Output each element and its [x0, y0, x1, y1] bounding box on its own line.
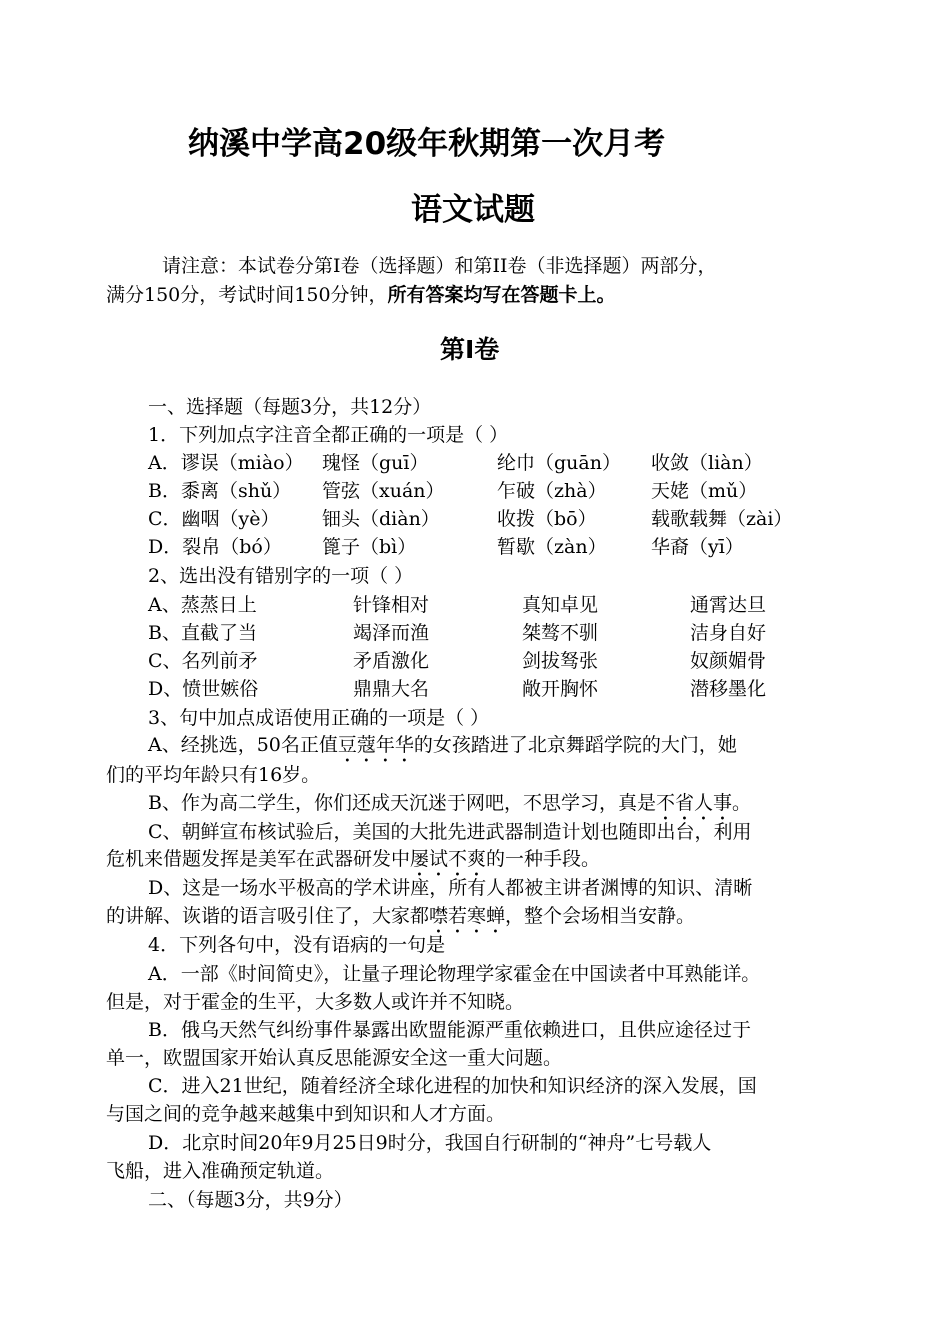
exam-title: 纳溪中学高20级年秋期第一次月考 [188, 126, 666, 162]
q1-option-a-3: 纶巾（guān） [497, 452, 621, 474]
q3-a-dotted-idiom: 豆蔻年华 [337, 734, 414, 756]
q1-option-a-1: A．谬误（miào） [148, 452, 304, 474]
q2-option-d-3: 敞开胸怀 [522, 678, 599, 700]
section-heading: 一、选择题（每题3分，共12分） [148, 396, 432, 418]
q2-option-c-3: 剑拔驽张 [522, 650, 599, 672]
q1-option-c-1: C．幽咽（yè） [148, 508, 280, 530]
notice-plain: 满分150分，考试时间150分钟， [106, 284, 388, 306]
notice-line-2 [106, 283, 616, 307]
q4-option-c-line-2: 与国之间的竞争越来越集中到知识和人才方面。 [106, 1103, 506, 1125]
q2-option-a-1: A、蒸蒸日上 [148, 594, 257, 616]
q1-option-d-3: 暂歇（zàn） [497, 536, 607, 558]
exam-subtitle: 语文试题 [411, 192, 535, 228]
q3-b-dotted-idiom: 不省人事 [655, 792, 732, 814]
q2-option-c-2: 矛盾激化 [353, 650, 430, 672]
q1-option-d-4: 华裔（yī） [651, 536, 744, 558]
q3-option-d-line-1: D、这是一场水平极高的学术讲座，所有人都被主讲者渊博的知识、清晰 [148, 877, 753, 899]
q4-option-b-line-1: B．俄乌天然气纠纷事件暴露出欧盟能源严重依赖进口，且供应途径过于 [148, 1019, 751, 1041]
q3-d-post: ，整个会场相当安静。 [505, 905, 696, 927]
q2-option-b-4: 洁身自好 [690, 622, 767, 644]
question-stem: 3、句中加点成语使用正确的一项是（ ） [148, 707, 490, 729]
q1-option-d-1: D．裂帛（bó） [148, 536, 282, 558]
volume-title: 第Ⅰ卷 [440, 335, 500, 364]
q4-option-d-line-1: D．北京时间20年9月25日9时分，我国自行研制的“神舟”七号载人 [148, 1132, 712, 1154]
q1-option-b-4: 天姥（mǔ） [651, 480, 758, 502]
q2-option-b-1: B、直截了当 [148, 622, 257, 644]
q4-option-d-line-2: 飞船，进入准确预定轨道。 [106, 1160, 335, 1182]
q4-option-a-line-1: A．一部《时间简史》，让量子理论物理学家霍金在中国读者中耳熟能详。 [148, 963, 761, 985]
q4-option-c-line-1: C．进入21世纪，随着经济全球化进程的加快和知识经济的深入发展，国 [148, 1075, 757, 1097]
q1-option-a-2: 瑰怪（guī） [322, 452, 429, 474]
q3-d-pre: 的讲解、诙谐的语言吸引住了，大家都 [106, 905, 430, 927]
q2-option-b-2: 竭泽而渔 [353, 622, 430, 644]
q1-option-b-1: B．黍离（shǔ） [148, 480, 292, 502]
q1-option-c-4: 载歌载舞（zài） [651, 508, 793, 530]
q3-option-c-line-1: C、朝鲜宣布核试验后，美国的大批先进武器制造计划也随即出台，利用 [148, 821, 752, 843]
question-stem: 1．下列加点字注音全都正确的一项是（ ） [148, 424, 509, 446]
q3-d-dotted-idiom: 噤若寒蝉 [429, 905, 506, 927]
q2-option-d-4: 潜移墨化 [690, 678, 767, 700]
q3-c-pre: 危机来借题发挥是美军在武器研发中 [106, 848, 411, 870]
q3-option-a-line-1 [148, 733, 737, 767]
q2-option-c-4: 奴颜媚骨 [690, 650, 767, 672]
q2-option-a-2: 针锋相对 [353, 594, 430, 616]
question-stem: 4．下列各句中，没有语病的一句是 [148, 934, 446, 956]
q3-c-post: 的一种手段。 [486, 848, 601, 870]
q2-option-d-1: D、愤世嫉俗 [148, 678, 259, 700]
q2-option-c-1: C、名列前矛 [148, 650, 258, 672]
q1-option-c-3: 收拨（bō） [497, 508, 597, 530]
notice-line-1: 请注意：本试卷分第Ⅰ卷（选择题）和第II卷（非选择题）两部分， [162, 255, 717, 277]
q4-option-b-line-2: 单一，欧盟国家开始认真反思能源安全这一重大问题。 [106, 1047, 563, 1069]
notice-bold: 所有答案均写在答题卡上。 [387, 284, 616, 306]
q3-a-post: 的女孩踏进了北京舞蹈学院的大门，她 [413, 734, 737, 756]
q3-b-pre: B、作为高二学生，你们还成天沉迷于网吧，不思学习，真是 [148, 792, 656, 814]
q3-option-a-line-2: 们的平均年龄只有16岁。 [106, 764, 321, 786]
q3-c-dotted-idiom: 屡试不爽 [410, 848, 487, 870]
q2-option-b-3: 桀骜不驯 [522, 622, 599, 644]
q2-option-a-4: 通霄达旦 [690, 594, 767, 616]
q3-b-post: 。 [731, 792, 751, 814]
q2-option-d-2: 鼎鼎大名 [353, 678, 430, 700]
q1-option-a-4: 收敛（liàn） [651, 452, 763, 474]
q1-option-b-3: 乍破（zhà） [497, 480, 607, 502]
section-heading: 二、（每题3分，共9分） [148, 1189, 353, 1211]
q3-a-pre: A、经挑选，50名正值 [148, 734, 338, 756]
q2-option-a-3: 真知卓见 [522, 594, 599, 616]
q4-option-a-line-2: 但是，对于霍金的生平，大多数人或许并不知晓。 [106, 991, 525, 1013]
q1-option-d-2: 篦子（bì） [322, 536, 417, 558]
q1-option-c-2: 钿头（diàn） [322, 508, 440, 530]
question-stem: 2、选出没有错别字的一项（ ） [148, 565, 414, 587]
q1-option-b-2: 管弦（xuán） [322, 480, 445, 502]
